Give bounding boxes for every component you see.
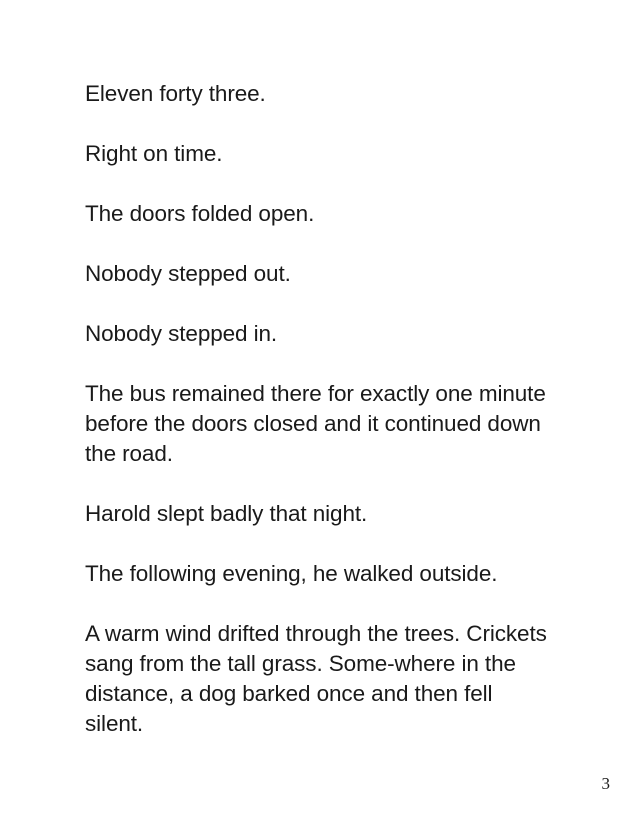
paragraph: The bus remained there for exactly one minute before the doors closed and it continued down the road. [85,381,546,466]
story-text [85,79,555,769]
paragraph: Nobody stepped out. [85,261,291,286]
page-number: 3 [601,774,610,793]
paragraph: Right on time. [85,141,223,166]
paragraph: Nobody stepped in. [85,321,278,346]
paragraph: The following evening, he walked outside. [85,561,498,586]
paragraph: Harold slept badly that night. [85,501,368,526]
paragraph: A warm wind drifted through the trees. Crickets sang from the tall grass. Some-where in the distance, a dog barked once and then fell silent. [85,621,547,736]
paragraph: Eleven forty three. [85,81,266,106]
paragraph: The doors folded open. [85,201,315,226]
